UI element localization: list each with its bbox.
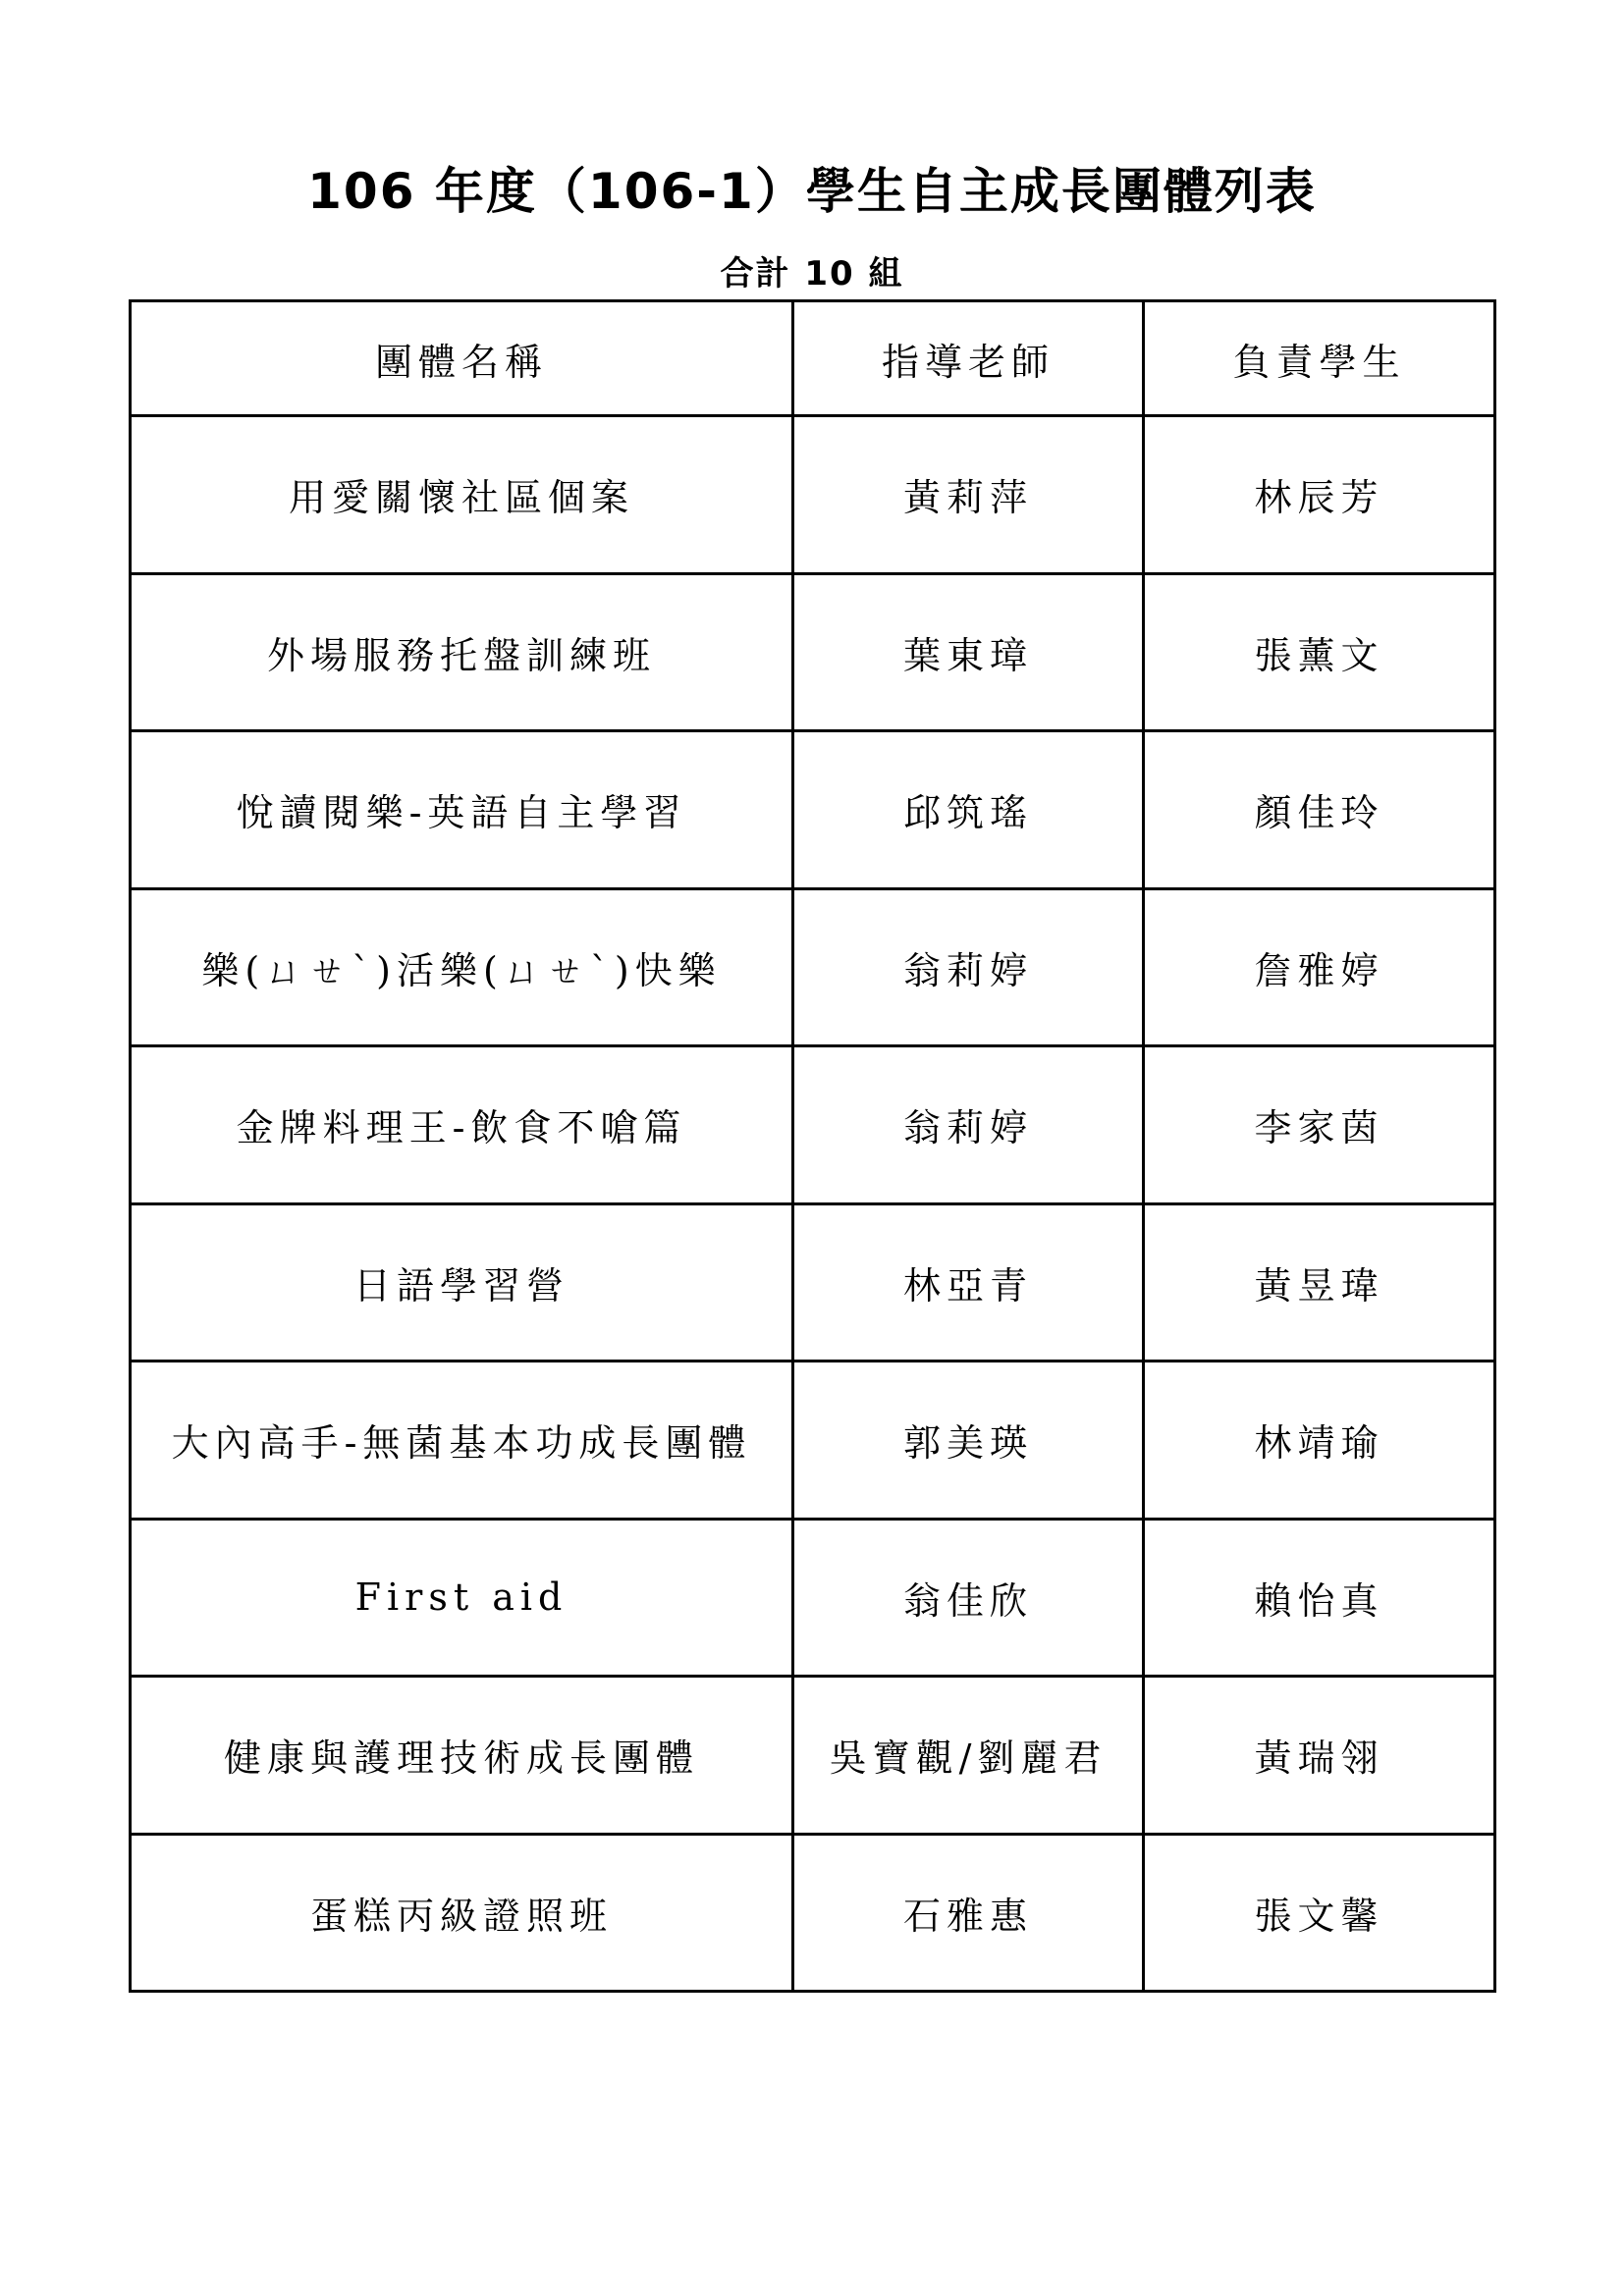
group-name-cell: 悅讀閱樂-英語自主學習 — [131, 731, 793, 889]
student-leader-cell: 黃昱瑋 — [1144, 1203, 1495, 1362]
student-leader-cell: 林辰芳 — [1144, 416, 1495, 574]
advisor-cell: 林亞青 — [793, 1203, 1144, 1362]
advisor-cell: 翁莉婷 — [793, 888, 1144, 1046]
header-student-leader: 負責學生 — [1144, 301, 1495, 416]
table-header-row — [131, 301, 1495, 416]
group-name-cell: 樂(ㄩㄝˋ)活樂(ㄩㄝˋ)快樂 — [131, 888, 793, 1046]
advisor-cell: 翁莉婷 — [793, 1046, 1144, 1204]
table-row — [131, 1362, 1495, 1520]
student-leader-cell: 詹雅婷 — [1144, 888, 1495, 1046]
advisor-cell: 翁佳欣 — [793, 1519, 1144, 1677]
student-leader-cell: 張文馨 — [1144, 1834, 1495, 1992]
group-name-cell: 蛋糕丙級證照班 — [131, 1834, 793, 1992]
table-row — [131, 888, 1495, 1046]
table-row — [131, 1203, 1495, 1362]
advisor-cell: 葉東璋 — [793, 573, 1144, 731]
advisor-cell: 郭美瑛 — [793, 1362, 1144, 1520]
group-name-cell: 外場服務托盤訓練班 — [131, 573, 793, 731]
group-count: 合計 10 組 — [720, 254, 904, 294]
group-name-cell: 用愛關懷社區個案 — [131, 416, 793, 574]
table-row — [131, 416, 1495, 574]
group-list-table — [129, 299, 1496, 1993]
advisor-cell: 黃莉萍 — [793, 416, 1144, 574]
advisor-cell: 石雅惠 — [793, 1834, 1144, 1992]
header-advisor: 指導老師 — [793, 301, 1144, 416]
student-leader-cell: 賴怡真 — [1144, 1519, 1495, 1677]
table-row — [131, 1046, 1495, 1204]
group-name-cell: 健康與護理技術成長團體 — [131, 1677, 793, 1835]
table-row — [131, 1834, 1495, 1992]
table-row — [131, 573, 1495, 731]
table-row — [131, 1519, 1495, 1677]
group-name-cell: 日語學習營 — [131, 1203, 793, 1362]
student-leader-cell: 李家茵 — [1144, 1046, 1495, 1204]
student-leader-cell: 顏佳玲 — [1144, 731, 1495, 889]
group-name-cell: 大內高手-無菌基本功成長團體 — [131, 1362, 793, 1520]
group-name-cell: First aid — [131, 1519, 793, 1677]
advisor-cell: 吳寶觀/劉麗君 — [793, 1677, 1144, 1835]
student-leader-cell: 張薰文 — [1144, 573, 1495, 731]
header-group-name: 團體名稱 — [131, 301, 793, 416]
group-name-cell: 金牌料理王-飲食不嗆篇 — [131, 1046, 793, 1204]
student-leader-cell: 黃瑞翎 — [1144, 1677, 1495, 1835]
advisor-cell: 邱筑瑤 — [793, 731, 1144, 889]
student-leader-cell: 林靖瑜 — [1144, 1362, 1495, 1520]
table-row — [131, 1677, 1495, 1835]
document-title: 106 年度（106-1）學生自主成長團體列表 — [307, 163, 1317, 220]
table-row — [131, 731, 1495, 889]
